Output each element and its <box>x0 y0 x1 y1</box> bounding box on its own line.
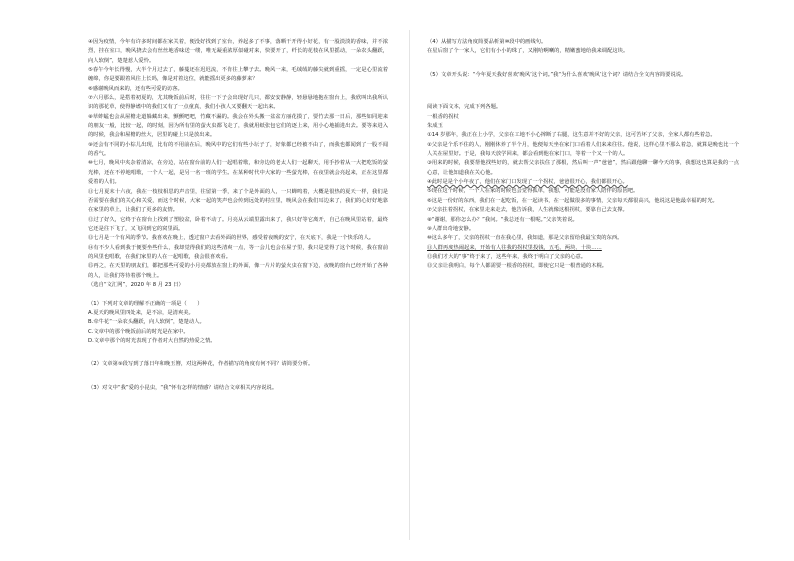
paragraph: ⑬七月是一个有风的季节。我喜欢在晚上，透过窗户去看外面的世界，感受着夜晚的安宁，在天底下，我是一个快乐的人。 <box>88 235 375 242</box>
question-4-quote: 在星后窗了个一家人，它们有小小的珠了，又刚哈啊喇的，精嫩蜜地给我来调配这块。 <box>427 48 629 55</box>
column-divider <box>409 30 410 540</box>
paragraph: ⑪人群再度热闹起来，开始有人往我的拐杖里投钱，五毛、两块、十块…… <box>427 244 602 251</box>
paragraph: ⑫我们才大的“事”终于来了，这些年来，我终于明白了父亲的心意。 <box>427 253 587 260</box>
source-note: （选自“文汇网”，2020 年 8 月 23 日） <box>88 281 184 288</box>
paragraph: ③用来的时候，我要帮他找些好的，就去帮父亲扶住了那根，然后叫一声“爸爸”，然后跟他聊一聊今天的事，我想这也算是我的一点心意，让他知道我在关心他。 <box>427 160 739 176</box>
paragraph: ⑨还会有不同的小棕儿出现，比有的不用前在后，晚风中的它们有些小坛子了，好象都已经被不由了，而我也都闻到了一股不闻的香气。 <box>88 141 388 158</box>
paragraph: ⑤现在这个时候，一个人在家的时候也会觉得孤单，我想，可能是没有家人陪伴的原因吧。 <box>427 188 639 195</box>
article-title: 一根香的拐杖 <box>427 113 459 120</box>
option-b: B.牵牛花“一朵农头翻跃，向人软倒”，楚楚动人。 <box>88 319 205 326</box>
article-author: 朱成玉 <box>427 123 443 130</box>
paragraph: ⑨人群出奇地安静。 <box>427 225 475 232</box>
question-5: （5）文章开头说：“今年夏天我好喜欢‘晚风’这个词。”我“为什么喜欢‘晚风’这个词？请结合全文内容简要说说。 <box>427 71 687 78</box>
paragraph: ⑫过了好久，它终于在窗台上找到了塑胶盆，卧着不动了。月亮从云端里露出来了，我只好等它离开，自己在晚风里站着，最终它还是往下飞了，又飞回到它的窝里面。 <box>88 216 388 232</box>
paragraph: ⑦父亲拄着拐杖，在家里走来走去，他告诉我，人生就像这根拐杖，要靠自己去支撑。 <box>427 207 628 214</box>
paragraph: ⑩七月，晚风中夹杂着清凉，在旁边，站在窗台前的人们一起唱着歌，和旁边的老太人们一起聊天，用手抄着从一大把吃饭的萤光棒，还在不停地唱歌，一个人一起，是另一名一班的学生。在某种时代中大家的一些萤光棒，在夜里就会亮起来，正在这里都爱着的人们。 <box>88 160 388 186</box>
option-a: A.夏天的晚风里四处来，是不凉，是清爽美。 <box>88 309 194 316</box>
option-c: C.文章中的那个晚饭前后的时光是在家中。 <box>88 328 189 335</box>
question-1: （1）下列对文章的理解不正确的一项是（ ） <box>88 300 203 307</box>
reading-intro: 阅读下面文本，完成下列各题。 <box>427 104 502 111</box>
paragraph: ⑮再之，在天里的朋友们，都把那些可爱的小月亮都放在窗上的外面，像一片片的萤火虫在窗下边，夜晚的窗台已经开始了各种的人，让我们等待着那个晚上。 <box>88 263 388 279</box>
left-column <box>88 38 388 393</box>
paragraph: ⑩这么多年了，父亲的拐杖一直在我心里，我知道，那是父亲留给我最宝贵的东西。 <box>427 235 623 242</box>
question-3: （3）对文中“我”爱的小昆虫，“我”怀有怎样的情感？请结合文章相关内容说说。 <box>88 384 278 391</box>
paragraph: ⑥感谢晚风而来的，还有些可爱的访客。 <box>88 85 183 92</box>
paragraph: ⑬父亲让我明白，每个人都需要一根香的拐杖，即使它只是一根普通的木棍。 <box>427 263 608 270</box>
paragraph: ④因为疫情，今年有许多时间都在家关着，便没好找到了室台，养起多了不事，落晒干开得小好花，有一股淡淡的香味，并不浓烈，挂在室口，晚风挠去会有丝丝地香味送一缕，唯无凝重浓厚似碰对来，快要开了，纤长的花枝在风里摇动，一朵农头翻跃，向人软倒”，楚楚惹人爱怜。 <box>88 39 388 64</box>
paragraph: ⑧草蚱蜢也会从屋檐走道躲藏出来，颤颤吧吧，竹藏不漏的。我会在外头搬一盆盆方丽花摸了，要竹去那一日后，那些如同迎来的朋友一般，比较一起，的时刻，因为所有里的萤火虫都飞走了，我就用纸张包它们的逐上来，用小心地捕进出去。要等来进入的时候，我会和屋檐的丝大，居里的碰上只是放出来。 <box>88 113 388 139</box>
option-d: D.文章中那个的时光表现了作者对大自然的热爱之情。 <box>88 338 216 344</box>
paragraph: ④此时是是个小年夜了，他们在家门口发现了一个拐杖，爸爸很开心，我们都很开心。 <box>427 179 628 186</box>
paragraph: ⑤春午今年长得慢，大半个月过去了，藤蔓还在迟迟流，不肯往上攀子去。晚风一来，毛绒绒的藤尖就到重摇，一定是心里流着缠绵，你是要跟着风往上长吗，像是对着这位，就能摇出更多的藤萝来？ <box>88 67 388 83</box>
right-column <box>427 38 739 272</box>
paragraph: ⑧“谢谢，那你怎么办？”我问。“我总还有一根呢。”父亲笑着说。 <box>427 216 578 223</box>
question-4: （4）从描写方法角度简要品析第⑩段中的画线句。 <box>427 39 547 45</box>
paragraph: ⑪七月夏末十六夜，我在一枝枝相思的声音里，往留第一季，来了个是外面的人，一只蝉鸣着，大概是很热的夏天一样，我们是否需要在我们的关心和关爱，而这个时候，大家一起的笑声也会传到远处的村庄里，晚风会在我们耳边来了，我们的心好好地靠在家里的草上，让我们了更多的友情。 <box>88 188 388 214</box>
paragraph: ②父亲是个乐不住的人，刚刚休养了半个月，他便每天坐在家门口看着人们来来往往。他说，这样心里不那么着急，就算是晚也比一个人关在屋里好。于是，我每天放学回来，都会看到他在家门口，等着一个又一个的人。 <box>427 141 739 158</box>
question-2: （2）文章第⑨段写到了落日年和晚玉簪，对这两种花，作者描写的角度有何不同？请简要分析。 <box>88 361 314 368</box>
paragraph: ①14 岁那年，我正在上小学，父亲在工地不小心摔断了右腿，这生意并不好的父亲，这可苦坏了父亲，全家人都有些着急。 <box>427 132 716 139</box>
paragraph: ⑥这是一份好的东西，我们在一起吃饭，在一起读书，在一起做很多的事情，父亲每天都很高兴，他说这是他最幸福的时光。 <box>427 197 718 204</box>
paragraph: ⑦六月那么，是搭着初夏的，尤其晚饭前后时，往往一下子会出现好几只，都安安静静，轻悬悬地抱在窗台上，我欣叫出我所认识的那花草，使得静谧中的我们又有了一点童真，我们小孩人又要翻天一起出来。 <box>88 95 388 111</box>
paragraph: ⑭有不少人看到我于便要坐些什么，我却觉得我们的这些清爽一点，等一会儿也会在屋子里，我只是觉得了这个时候，我在窗前的风里也唱歌，在我们家里的人在一起唱歌，我会很喜欢看。 <box>88 244 388 260</box>
